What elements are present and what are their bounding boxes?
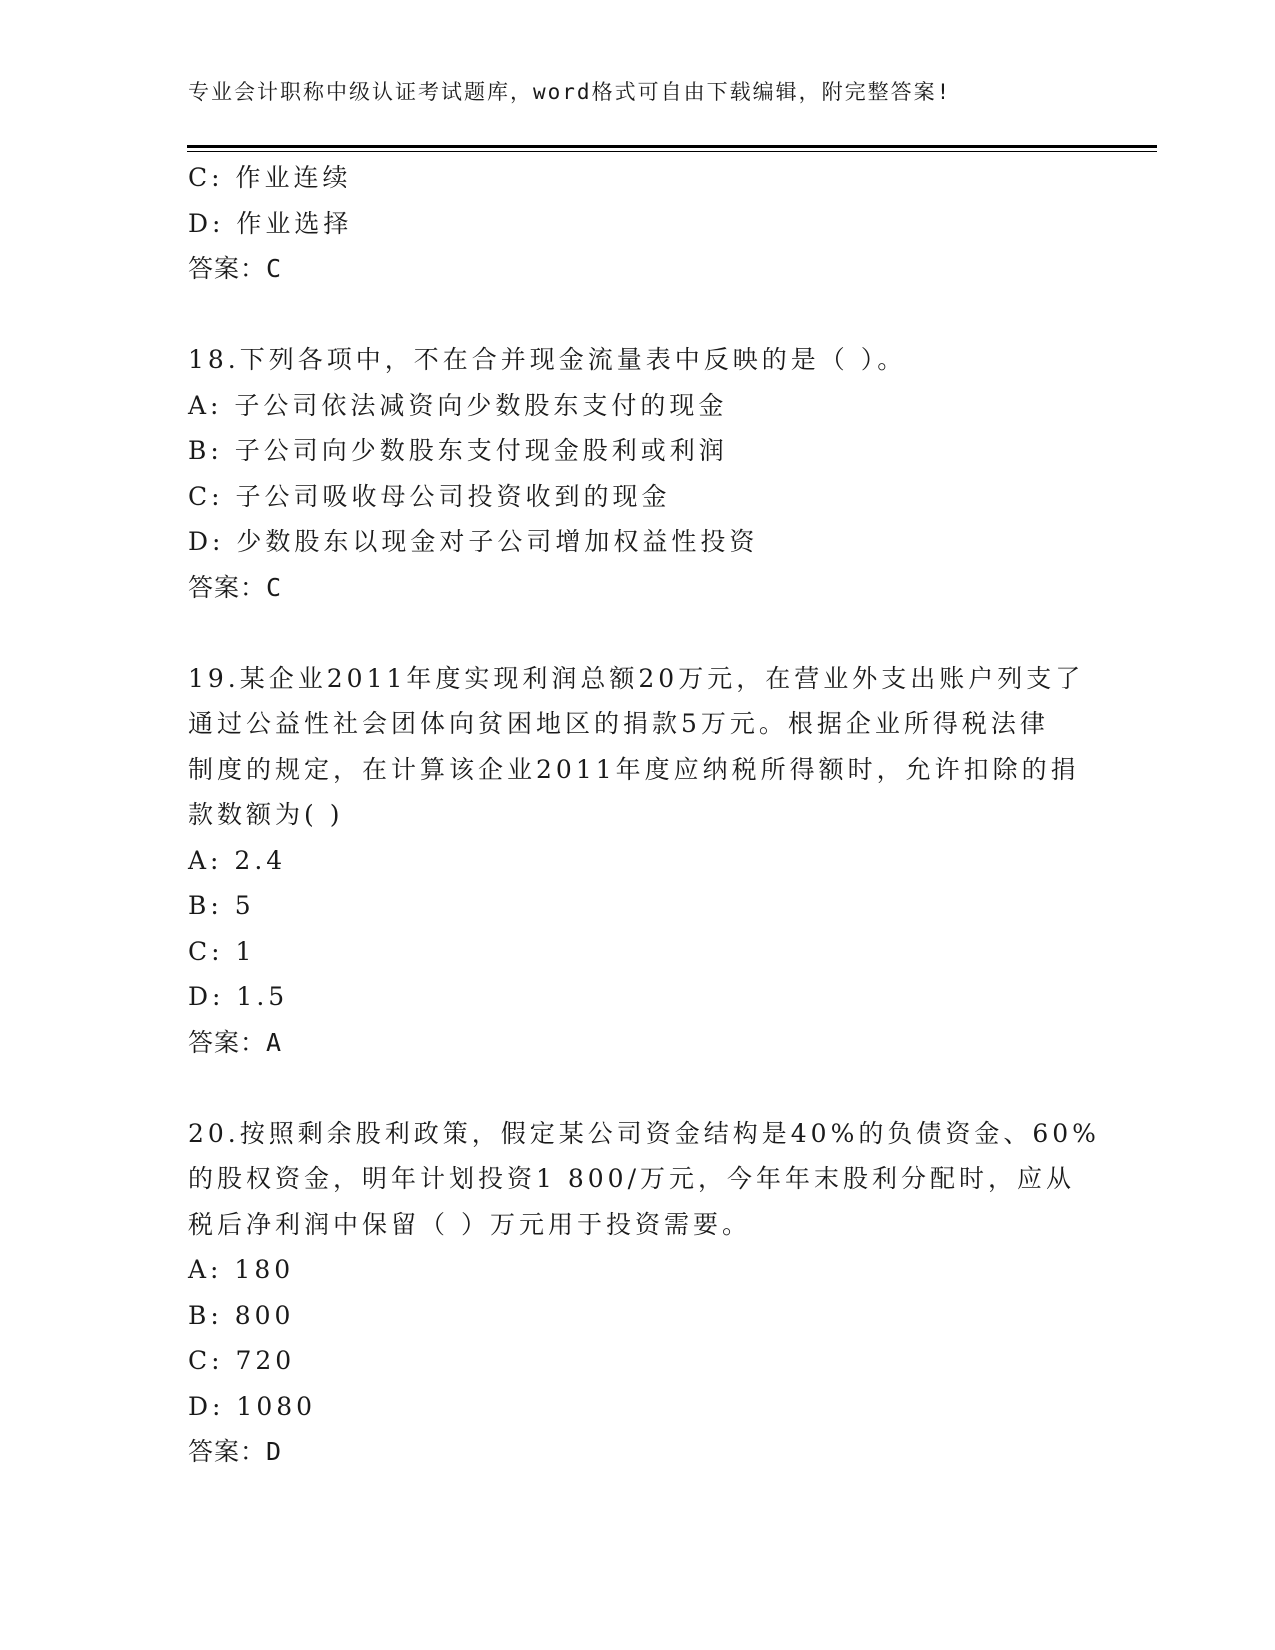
option-d: D: 1080 [188, 1391, 317, 1421]
answer-line [188, 246, 1088, 292]
question-content [188, 155, 1100, 1475]
question-18 [188, 337, 1088, 610]
question-stem-line: 款数额为( ) [188, 800, 344, 829]
question-stem-line: 20.按照剩余股利政策，假定某公司资金结构是40%的负债资金、60% [188, 1118, 1100, 1148]
header-rule-thick [187, 145, 1157, 148]
answer-value: D [266, 1437, 283, 1466]
question-stem-line: 通过公益性社会团体向贫困地区的捐款5万元。根据企业所得税法律 [188, 709, 1049, 738]
option-b: B: 5 [188, 891, 255, 920]
page-header: 专业会计职称中级认证考试题库，word格式可自由下载编辑，附完整答案! [188, 80, 952, 104]
option-d: D: 1.5 [188, 982, 289, 1011]
option-a: A: 180 [188, 1255, 295, 1284]
option-c: C: 作业连续 [188, 163, 352, 192]
option-c: C: 720 [188, 1346, 296, 1375]
question-20 [188, 1111, 1100, 1475]
answer-label: 答案： [188, 1027, 267, 1057]
header-rule-thin [187, 151, 1157, 152]
answer-line [188, 1429, 1088, 1475]
option-b: B: 子公司向少数股东支付现金股利或利润 [188, 436, 728, 465]
answer-line [188, 565, 1088, 611]
option-c: C: 子公司吸收母公司投资收到的现金 [188, 481, 671, 511]
question-stem-line: 的股权资金，明年计划投资1 800/万元，今年年末股利分配时，应从 [188, 1164, 1075, 1193]
answer-label: 答案： [188, 1437, 267, 1466]
option-c: C: 1 [188, 936, 256, 966]
question-stem-line: 税后净利润中保留（ ）万元用于投资需要。 [188, 1209, 751, 1239]
prev-question [188, 155, 1088, 292]
answer-value: C [266, 254, 283, 283]
option-a: A: 子公司依法减资向少数股东支付的现金 [188, 390, 728, 420]
option-b: B: 800 [188, 1300, 295, 1330]
question-stem-line: 18.下列各项中，不在合并现金流量表中反映的是（ ）。 [188, 345, 907, 374]
answer-value: C [266, 572, 283, 602]
answer-value: A [266, 1027, 283, 1057]
question-19 [188, 656, 1088, 1066]
question-stem-line: 19.某企业2011年度实现利润总额20万元，在营业外支出账户列支了 [188, 663, 1085, 693]
option-d: D: 少数股东以现金对子公司增加权益性投资 [188, 527, 759, 556]
answer-label: 答案： [188, 254, 267, 283]
option-a: A: 2.4 [188, 845, 287, 875]
answer-label: 答案： [188, 572, 267, 602]
answer-line [188, 1020, 1088, 1066]
option-d: D: 作业选择 [188, 208, 353, 238]
question-stem-line: 制度的规定，在计算该企业2011年度应纳税所得额时，允许扣除的捐 [188, 754, 1080, 784]
